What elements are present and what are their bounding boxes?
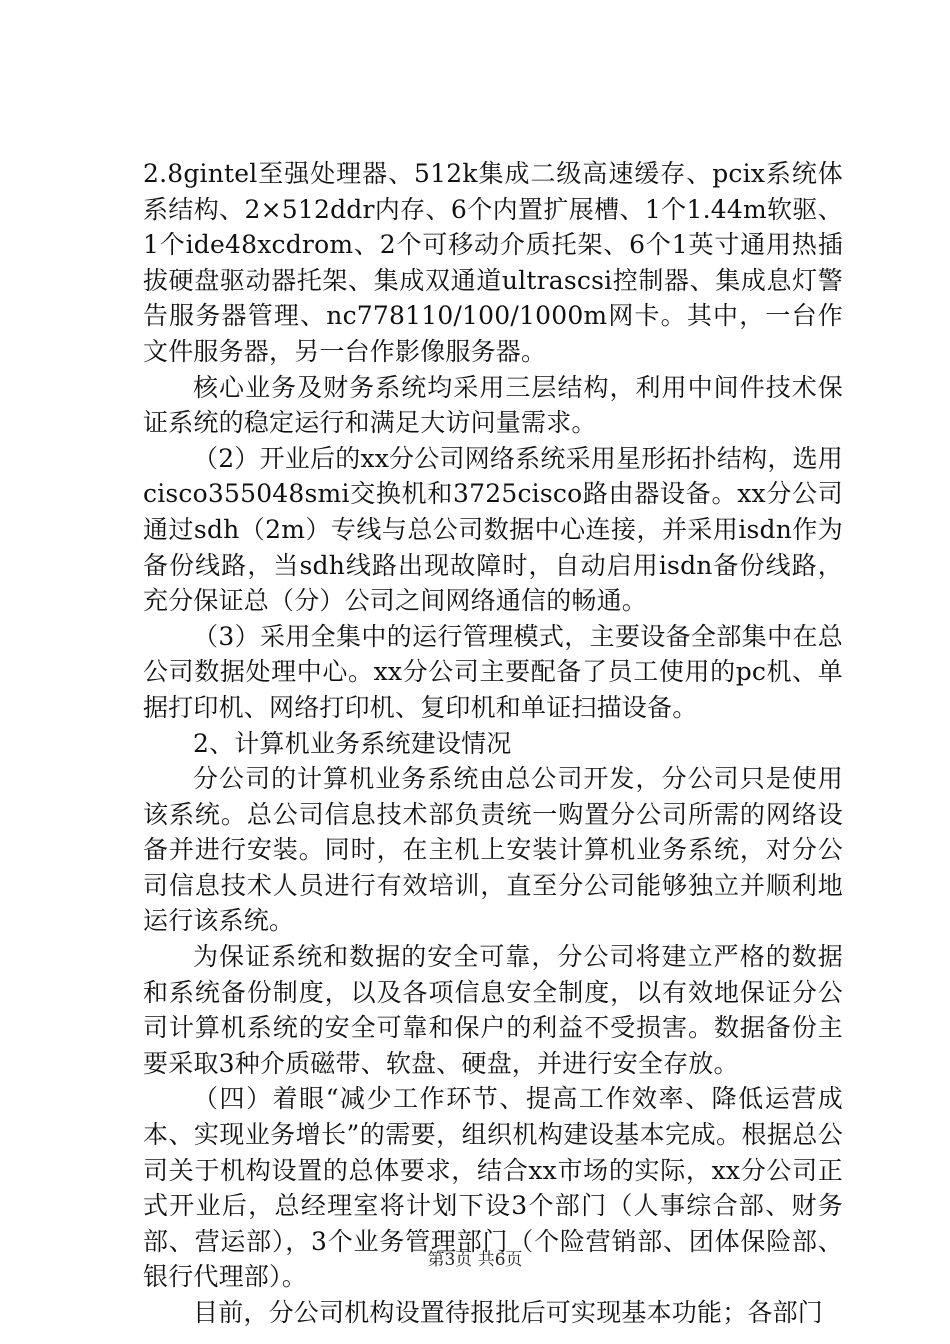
paragraph-business-system: 分公司的计算机业务系统由总公司开发，分公司只是使用该系统。总公司信息技术部负责统一购置分公司所需的网络设备并进行安装。同时，在主机上安装计算机业务系统，对分公司信息技术人员进行有效培训，直至分公司能够独立并顺利地运行该系统。 <box>143 764 843 936</box>
paragraph-server-specs: 2.8gintel至强处理器、512k集成二级高速缓存、pcix系统体系结构、2×512ddr内存、6个内置扩展槽、1个1.44m软驱、1个ide48xcdrom、2个可移动介质托架、6个1英寸通用热插拔硬盘驱动器托架、集成双通道ultrascsi控制器、集成息灯警告服务器管理、nc778110/100/1000m网卡。其中，一台作文件服务器，另一台作影像服务器。 <box>143 159 843 366</box>
paragraph-core-system: 核心业务及财务系统均采用三层结构，利用中间件技术保证系统的稳定运行和满足大访问量需求。 <box>143 372 843 438</box>
paragraph-current-status: 目前，分公司机构设置待报批后可实现基本功能；各部门 <box>193 1298 824 1327</box>
paragraph-organization: （四）着眼“减少工作环节、提高工作效率、降低运营成本、实现业务增长”的需要，组织机构建设基本完成。根据总公司关于机构设置的总体要求，结合xx市场的实际，xx分公司正式开业后，总经理室将计划下设3个部门（人事综合部、财务部、营运部），3个业务管理部门（个险营销部、团体保险部、银行代理部）。 <box>143 1084 843 1292</box>
section-heading: 2、计算机业务系统建设情况 <box>193 728 512 758</box>
paragraph-network: （2）开业后的xx分公司网络系统采用星形拓扑结构，选用cisco355048smi交换机和3725cisco路由器设备。xx分公司通过sdh（2m）专线与总公司数据中心连接，并采用isdn作为备份线路，当sdh线路出现故障时，自动启用isdn备份线路，充分保证总（分）公司之间网络通信的畅通。 <box>143 443 843 616</box>
paragraph-management-mode: （3）采用全集中的运行管理模式，主要设备全部集中在总公司数据处理中心。xx分公司主要配备了员工使用的pc机、单据打印机、网络打印机、复印机和单证扫描设备。 <box>143 621 843 722</box>
page-number-footer: 第3页 共6页 <box>427 1250 523 1270</box>
paragraph-data-security: 为保证系统和数据的安全可靠，分公司将建立严格的数据和系统备份制度，以及各项信息安全制度，以有效地保证分公司计算机系统的安全可靠和保户的利益不受损害。数据备份主要采取3种介质磁带、软盘、硬盘，并进行安全存放。 <box>143 942 843 1078</box>
document-body <box>143 156 843 1331</box>
